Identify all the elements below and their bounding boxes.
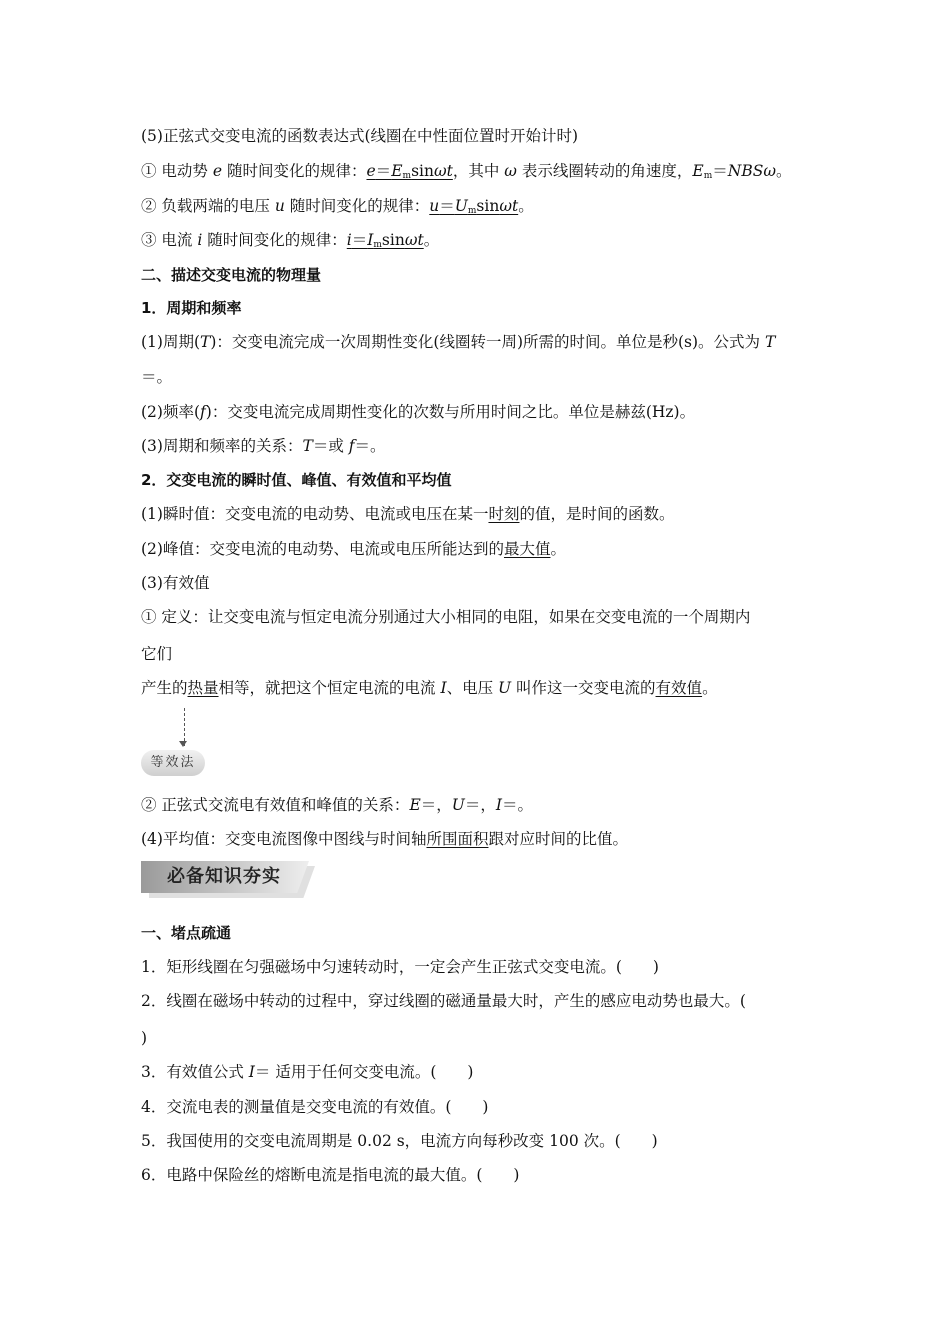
average-value: (4)平均值：交变电流图像中图线与时间轴所围面积跟对应时间的比值。 [141, 830, 628, 848]
current-law: ③ 电流 i 随时间变化的规律：$i=I_m\sin\omega t$。 [141, 231, 440, 250]
emf-law: ① 电动势 e 随时间变化的规律：$e=E_m\sin\omega t$，其中 ω 表示线圈转动的角速度，$E_m=NBS\omega$。 [141, 162, 792, 181]
statement-5: 5．我国使用的交变电流周期是 0.02 s，电流方向每秒改变 100 次。( ) [141, 1132, 658, 1150]
peak-value: (2)峰值：交变电流的电动势、电流或电压所能达到的最大值。 [141, 540, 566, 558]
statement-1: 1．矩形线圈在匀强磁场中匀速转动时，一定会产生正弦式交变电流。( ) [141, 958, 659, 976]
part2-title: 二、描述交变电流的物理量 [141, 266, 322, 284]
period-definition: (1)周期(T)：交变电流完成一次周期性变化(线圈转一周)所需的时间。单位是秒(s)。公式为 T [141, 333, 776, 351]
part3-title: 一、堵点疏通 [141, 924, 232, 942]
statement-6: 6．电路中保险丝的熔断电流是指电流的最大值。( ) [141, 1166, 520, 1184]
period-frequency-relation: (3)周期和频率的关系：T＝或 f＝。 [141, 437, 386, 455]
instantaneous-value: (1)瞬时值：交变电流的电动势、电流或电压在某一时刻的值，是时间的函数。 [141, 505, 675, 523]
sub-period-frequency: 1．周期和频率 [141, 299, 242, 317]
banner-label: 必备知识夯实 [167, 866, 281, 887]
effective-definition-line3: 产生的热量相等，就把这个恒定电流的电流 I、电压 U 叫作这一交变电流的有效值。 [141, 679, 718, 697]
section5-heading: (5)正弦式交变电流的函数表达式(线圈在中性面位置时开始计时) [141, 127, 579, 145]
current-formula: $i=I_m\sin\omega t$ [346, 231, 424, 250]
effective-definition-line2: 它们 [141, 645, 173, 663]
effective-value-heading: (3)有效值 [141, 574, 210, 592]
statement-3: 3．有效值公式 I＝ 适用于任何交变电流。( ) [141, 1063, 474, 1081]
voltage-formula: $u=U_m\sin\omega t$ [429, 197, 519, 216]
emf-formula: $e=E_m\sin\omega t$ [366, 162, 453, 181]
section-banner [141, 861, 309, 893]
sub-values: 2．交变电流的瞬时值、峰值、有效值和平均值 [141, 471, 452, 489]
statement-4: 4．交流电表的测量值是交变电流的有效值。( ) [141, 1098, 489, 1116]
period-formula: ＝。 [141, 368, 173, 386]
voltage-law: ② 负载两端的电压 u 随时间变化的规律：$u=U_m\sin\omega t$。 [141, 197, 534, 216]
statement-2: 2．线圈在磁场中转动的过程中，穿过线圈的磁通量最大时，产生的感应电动势也最大。( [141, 992, 746, 1010]
statement-2-end: ) [141, 1029, 148, 1047]
effective-definition-line1: ① 定义：让交变电流与恒定电流分别通过大小相同的电阻，如果在交变电流的一个周期内 [141, 608, 751, 626]
arrow-down-icon [179, 741, 187, 747]
frequency-definition: (2)频率(f)：交变电流完成周期性变化的次数与所用时间之比。单位是赫兹(Hz)。 [141, 403, 696, 421]
effective-peak-relation: ② 正弦式交流电有效值和峰值的关系：E＝，U＝，I＝。 [141, 796, 534, 814]
equivalent-method-badge: 等效法 [141, 750, 205, 776]
